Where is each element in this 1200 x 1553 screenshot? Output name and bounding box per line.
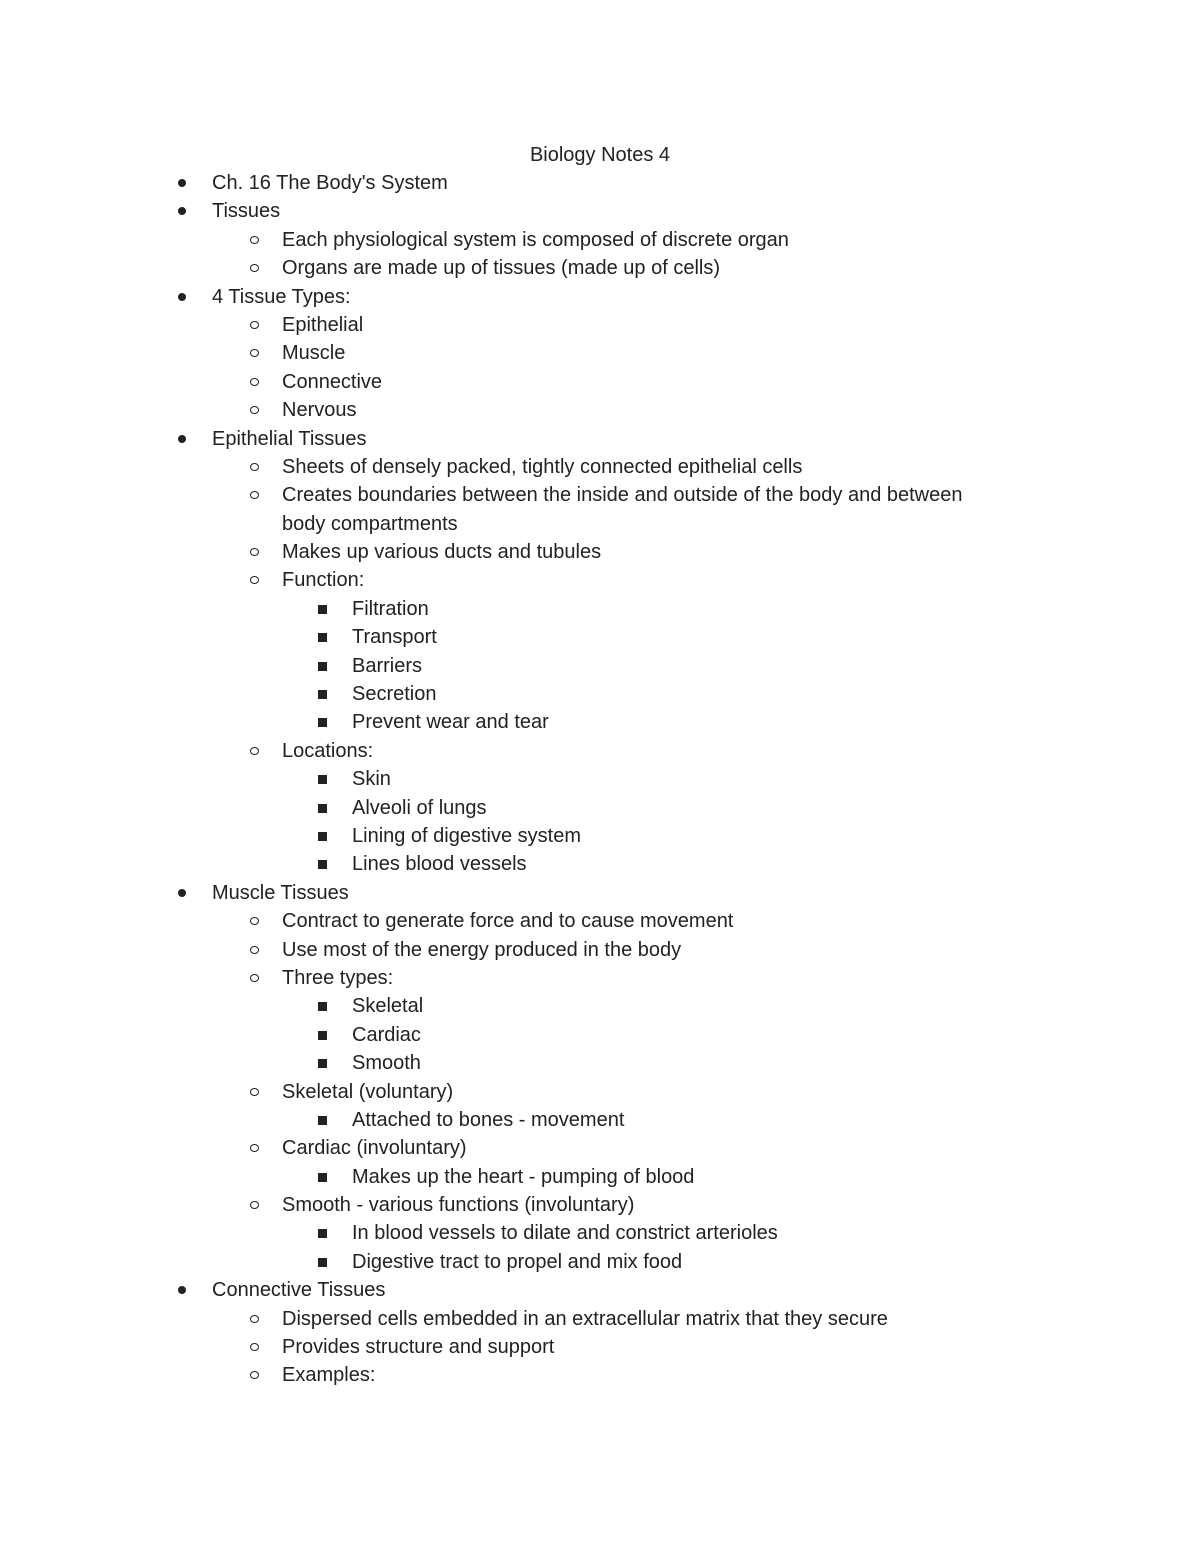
bullet-circle-icon — [250, 1315, 259, 1323]
list-item — [0, 1049, 1200, 1077]
list-item-line: Skeletal (voluntary) — [282, 1080, 454, 1103]
list-item-line: Attached to bones - movement — [352, 1108, 625, 1131]
list-item — [0, 1191, 1200, 1219]
bullet-square-icon — [318, 1116, 327, 1125]
list-item-line: Lining of digestive system — [352, 825, 582, 847]
list-item — [0, 538, 1200, 566]
list-item-text — [212, 169, 1032, 197]
list-item-text — [282, 339, 1032, 367]
list-item-text — [352, 652, 1032, 680]
list-item-text — [212, 425, 1032, 453]
list-item-text — [352, 1021, 1032, 1049]
list-item — [0, 1276, 1200, 1304]
list-item-text — [212, 879, 1032, 907]
bullet-disc-icon — [178, 293, 186, 301]
list-item-line: Function: — [282, 569, 365, 592]
bullet-square-icon — [318, 690, 327, 699]
list-item — [0, 226, 1200, 254]
bullet-circle-icon — [250, 321, 259, 329]
list-item-line: Dispersed cells embedded in an extracellular matrix that they secure — [282, 1307, 888, 1330]
list-item — [0, 850, 1200, 878]
list-item-text — [282, 226, 1032, 254]
list-item-line: Nervous — [282, 399, 357, 422]
list-item-text — [282, 254, 1032, 282]
list-item-text — [352, 1248, 1032, 1276]
list-item-text — [282, 1191, 1032, 1219]
list-item — [0, 283, 1200, 311]
list-item-line: Connective — [282, 370, 383, 393]
list-item-line: Sheets of densely packed, tightly connected epithelial cells — [282, 455, 803, 478]
bullet-disc-icon — [178, 435, 186, 443]
bullet-circle-icon — [250, 463, 259, 471]
bullet-circle-icon — [250, 406, 259, 414]
bullet-square-icon — [318, 832, 327, 841]
list-item — [0, 1305, 1200, 1333]
bullet-square-icon — [318, 633, 327, 642]
list-item-line: Organs are made up of tissues (made up of cells) — [282, 257, 720, 280]
list-item — [0, 368, 1200, 396]
list-item-line: Skin — [352, 768, 391, 791]
document-title: Biology Notes 4 — [529, 144, 671, 166]
list-item — [0, 453, 1200, 481]
bullet-disc-icon — [178, 207, 186, 215]
list-item-line: Use most of the energy produced in the body — [282, 938, 682, 961]
list-item-text — [352, 794, 1032, 822]
list-item-line: Examples: — [282, 1364, 376, 1387]
list-item-line: Lines blood vessels — [352, 853, 527, 876]
bullet-square-icon — [318, 1059, 327, 1068]
list-item-line: Muscle — [282, 342, 346, 365]
list-item — [0, 1248, 1200, 1276]
list-item — [0, 595, 1200, 623]
list-item — [0, 1361, 1200, 1389]
list-item — [0, 1106, 1200, 1134]
list-item — [0, 680, 1200, 708]
list-item-text — [282, 737, 1032, 765]
list-item-text — [282, 396, 1032, 424]
list-item-line: Ch. 16 The Body's System — [212, 172, 448, 194]
list-item-text — [352, 708, 1032, 736]
list-item-line: Alveoli of lungs — [352, 796, 487, 819]
list-item — [0, 936, 1200, 964]
list-item-line: Each physiological system is composed of discrete organ — [282, 228, 789, 251]
bullet-square-icon — [318, 775, 327, 784]
list-item-text — [282, 311, 1032, 339]
list-item-line: Epithelial — [282, 313, 364, 336]
list-item-line: Cardiac — [352, 1023, 421, 1046]
list-item — [0, 964, 1200, 992]
list-item — [0, 1134, 1200, 1162]
bullet-circle-icon — [250, 1343, 259, 1351]
list-item-text — [282, 566, 1032, 594]
list-item — [0, 652, 1200, 680]
bullet-circle-icon — [250, 236, 259, 244]
bullet-circle-icon — [250, 946, 259, 954]
list-item-text — [352, 595, 1032, 623]
list-item — [0, 765, 1200, 793]
list-item-line: Smooth — [352, 1052, 421, 1075]
list-item-text — [212, 1276, 1032, 1304]
list-item-line: Creates boundaries between the inside and outside of the body and between — [282, 484, 963, 507]
list-item — [0, 311, 1200, 339]
list-item-text — [352, 765, 1032, 793]
list-item-text — [352, 1219, 1032, 1247]
list-item — [0, 907, 1200, 935]
list-item — [0, 822, 1200, 850]
list-item-line: Tissues — [212, 200, 281, 223]
list-item-text — [212, 283, 1032, 311]
bullet-circle-icon — [250, 548, 259, 556]
list-item-line: Locations: — [282, 739, 374, 762]
list-item-line: Makes up the heart - pumping of blood — [352, 1165, 695, 1188]
list-item-text — [212, 197, 1032, 225]
list-item-text — [282, 481, 1032, 538]
bullet-square-icon — [318, 1002, 327, 1011]
bullet-circle-icon — [250, 1201, 259, 1209]
bullet-square-icon — [318, 718, 327, 727]
list-item-line: Digestive tract to propel and mix food — [352, 1250, 683, 1273]
list-item — [0, 1163, 1200, 1191]
list-item — [0, 879, 1200, 907]
list-item-text — [282, 1361, 1032, 1389]
bullet-circle-icon — [250, 1088, 259, 1096]
bullet-circle-icon — [250, 747, 259, 755]
list-item-line: In blood vessels to dilate and constrict arterioles — [352, 1222, 778, 1245]
list-item-text — [282, 1333, 1032, 1361]
bullet-circle-icon — [250, 264, 259, 272]
bullet-circle-icon — [250, 576, 259, 584]
bullet-square-icon — [318, 860, 327, 869]
list-item-text — [282, 907, 1032, 935]
list-item — [0, 794, 1200, 822]
list-item-line: Provides structure and support — [282, 1336, 555, 1359]
list-item-text — [282, 1078, 1032, 1106]
list-item-text — [352, 822, 1032, 850]
bullet-square-icon — [318, 1031, 327, 1040]
list-item-line: Contract to generate force and to cause movement — [282, 910, 734, 933]
list-item-line: 4 Tissue Types: — [212, 285, 351, 308]
list-item — [0, 1333, 1200, 1361]
list-item-text — [282, 538, 1032, 566]
list-item — [0, 992, 1200, 1020]
list-item-line: Smooth - various functions (involuntary) — [282, 1194, 635, 1217]
bullet-square-icon — [318, 1258, 327, 1267]
list-item-text — [282, 964, 1032, 992]
bullet-circle-icon — [250, 1371, 259, 1379]
list-item-text — [352, 992, 1032, 1020]
list-item-line: Makes up various ducts and tubules — [282, 541, 602, 564]
bullet-square-icon — [318, 1229, 327, 1238]
list-item — [0, 708, 1200, 736]
list-item-text — [282, 1134, 1032, 1162]
bullet-disc-icon — [178, 1286, 186, 1294]
list-item-text — [352, 850, 1032, 878]
list-item — [0, 169, 1200, 197]
list-item — [0, 254, 1200, 282]
list-item-text — [282, 453, 1032, 481]
list-item-text — [352, 1106, 1032, 1134]
list-item-line: Filtration — [352, 597, 429, 620]
list-item — [0, 396, 1200, 424]
list-item — [0, 197, 1200, 225]
list-item — [0, 425, 1200, 453]
list-item-line: Muscle Tissues — [212, 881, 349, 904]
list-item-line: Three types: — [282, 966, 394, 989]
notes-list — [0, 169, 1200, 1390]
list-item-text — [282, 936, 1032, 964]
bullet-circle-icon — [250, 917, 259, 925]
list-item — [0, 737, 1200, 765]
bullet-square-icon — [318, 1173, 327, 1182]
list-item-text — [352, 623, 1032, 651]
list-item-text — [352, 1049, 1032, 1077]
list-item-line: Prevent wear and tear — [352, 711, 549, 734]
bullet-square-icon — [318, 605, 327, 614]
list-item — [0, 1021, 1200, 1049]
bullet-circle-icon — [250, 491, 259, 499]
list-item-line: Cardiac (involuntary) — [282, 1137, 467, 1160]
bullet-disc-icon — [178, 889, 186, 897]
list-item — [0, 1078, 1200, 1106]
list-item-line: Connective Tissues — [212, 1279, 386, 1302]
list-item-line-continued: body compartments — [282, 512, 458, 535]
bullet-square-icon — [318, 662, 327, 671]
list-item — [0, 623, 1200, 651]
list-item — [0, 481, 1200, 538]
list-item-line: Barriers — [352, 654, 423, 677]
list-item — [0, 1219, 1200, 1247]
list-item-text — [352, 680, 1032, 708]
list-item — [0, 566, 1200, 594]
list-item-text — [282, 1305, 1032, 1333]
bullet-circle-icon — [250, 349, 259, 357]
list-item-line: Transport — [352, 626, 437, 649]
list-item-line: Skeletal — [352, 995, 424, 1018]
bullet-circle-icon — [250, 378, 259, 386]
list-item — [0, 339, 1200, 367]
list-item-text — [282, 368, 1032, 396]
bullet-disc-icon — [178, 179, 186, 187]
bullet-circle-icon — [250, 1144, 259, 1152]
list-item-line: Epithelial Tissues — [212, 427, 367, 450]
bullet-circle-icon — [250, 974, 259, 982]
list-item-text — [352, 1163, 1032, 1191]
bullet-square-icon — [318, 804, 327, 813]
list-item-line: Secretion — [352, 683, 437, 706]
